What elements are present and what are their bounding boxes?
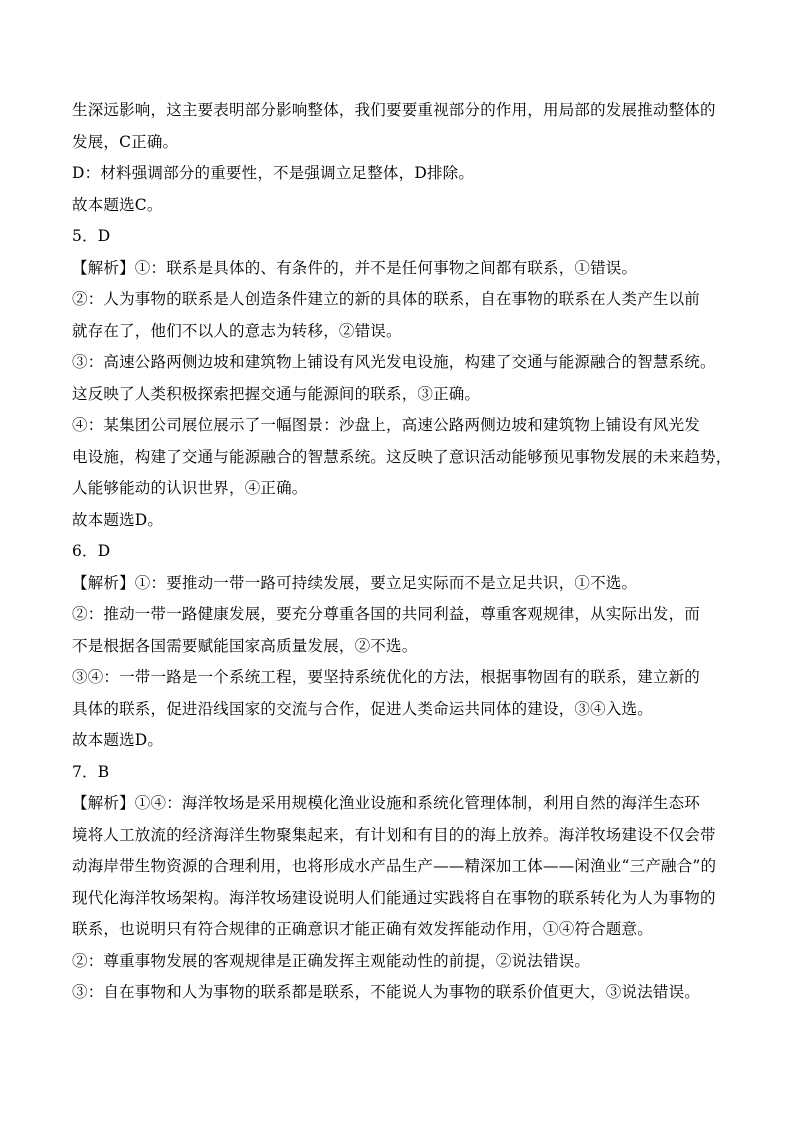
text-line: 生深远影响，这主要表明部分影响整体，我们要要重视部分的作用，用局部的发展推动整体的 bbox=[72, 101, 716, 119]
text-line: 具体的联系，促进沿线国家的交流与合作，促进人类命运共同体的建设，③④入选。 bbox=[72, 699, 653, 718]
text-line: 现代化海洋牧场架构。海洋牧场建设说明人们能通过实践将自在事物的联系转化为人为事物的 bbox=[72, 888, 716, 907]
text-line: D：材料强调部分的重要性，不是强调立足整体，D排除。 bbox=[72, 164, 475, 182]
text-line: 人能够能动的认识世界，④正确。 bbox=[72, 479, 308, 497]
text-line: 电设施，构建了交通与能源融合的智慧系统。这反映了意识活动能够预见事物发展的未来趋势， bbox=[72, 447, 732, 466]
text-line: 不是根据各国需要赋能国家高质量发展，②不选。 bbox=[72, 636, 418, 655]
text-line: 这反映了人类积极探索把握交通与能源间的联系，③正确。 bbox=[72, 384, 481, 403]
analysis-line: 【解析】①：联系是具体的、有条件的，并不是任何事物之间都有联系，①错误。 bbox=[72, 258, 638, 277]
text-line: ③④：一带一路是一个系统工程，要坚持系统优化的方法，根据事物固有的联系，建立新的 bbox=[72, 668, 701, 686]
text-line: 故本题选D。 bbox=[72, 731, 164, 749]
text-line: ②：人为事物的联系是人创造条件建立的新的具体的联系，自在事物的联系在人类产生以前 bbox=[72, 290, 701, 308]
text-line: 故本题选D。 bbox=[72, 510, 164, 529]
analysis-line: 【解析】①④：海洋牧场是采用规模化渔业设施和系统化管理体制，利用自然的海洋生态环 bbox=[72, 794, 701, 812]
text-line: 发展，C正确。 bbox=[72, 132, 179, 151]
question-number: 7．B bbox=[72, 762, 110, 781]
document-body bbox=[72, 95, 732, 1009]
text-line: ②：推动一带一路健康发展，要充分尊重各国的共同利益，尊重客观规律，从实际出发，而 bbox=[72, 605, 701, 623]
text-line: 动海岸带生物资源的合理利用，也将形成水产品生产——精深加工体——闲渔业“三产融合”的 bbox=[72, 857, 717, 875]
analysis-line: 【解析】①：要推动一带一路可持续发展，要立足实际而不是立足共识，①不选。 bbox=[72, 573, 638, 592]
text-line: 故本题选C。 bbox=[72, 195, 163, 214]
text-line: 就存在了，他们不以人的意志为转移，②错误。 bbox=[72, 321, 402, 340]
text-line: ③：自在事物和人为事物的联系都是联系，不能说人为事物的联系价值更大，③说法错误。 bbox=[72, 983, 701, 1001]
text-line: 联系，也说明只有符合规律的正确意识才能正确有效发挥能动作用，①④符合题意。 bbox=[72, 920, 653, 938]
question-number: 6．D bbox=[72, 542, 111, 560]
text-line: ④：某集团公司展位展示了一幅图景：沙盘上，高速公路两侧边坡和建筑物上铺设有风光发 bbox=[72, 416, 701, 434]
question-number: 5．D bbox=[72, 227, 111, 245]
text-line: 境将人工放流的经济海洋生物聚集起来，有计划和有目的的海上放养。海洋牧场建设不仅会带 bbox=[72, 825, 716, 844]
text-line: ③：高速公路两侧边坡和建筑物上铺设有风光发电设施，构建了交通与能源融合的智慧系统。 bbox=[72, 353, 716, 371]
text-line: ②：尊重事物发展的客观规律是正确发挥主观能动性的前提，②说法错误。 bbox=[72, 951, 591, 970]
